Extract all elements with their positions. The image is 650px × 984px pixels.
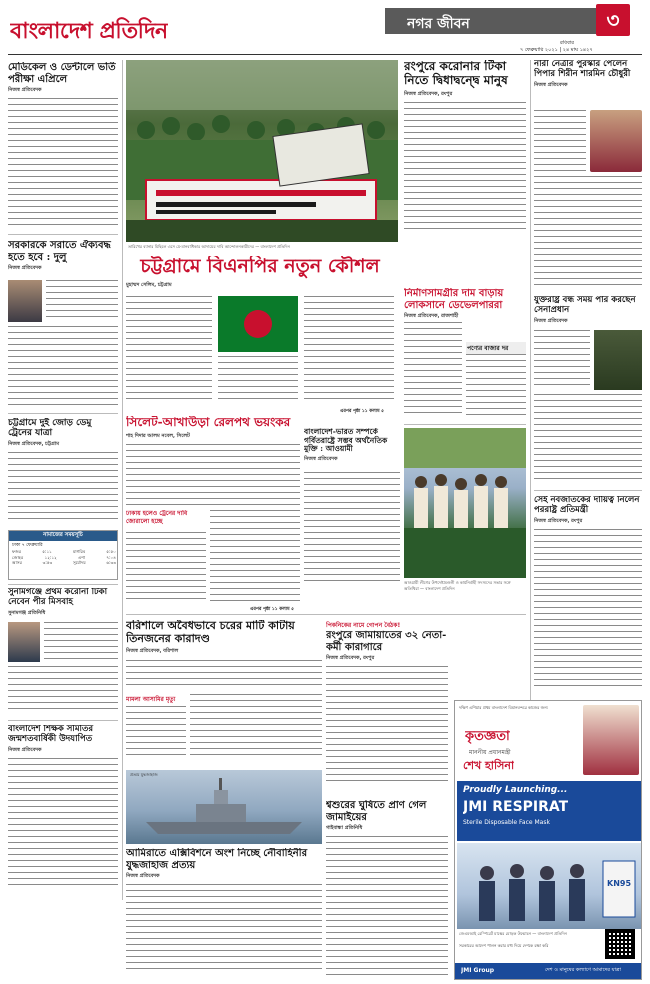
jump-line-bnp: এরপর পৃষ্ঠা ১১ কলাম ৫	[340, 409, 385, 414]
body-text	[46, 280, 118, 322]
prayer-name: সূর্যোদয়	[72, 560, 86, 565]
ad-note: সরকারের আদেশ পালন করার মধ্য দিয়ে দেশকে রক্ষা করি	[459, 943, 549, 948]
headline: চট্টগ্রামে দুই জোড় ডেমু ট্রেনের যাত্রা	[8, 418, 92, 439]
barishal-subhead: মামলা আসামির মৃত্যু	[126, 696, 176, 703]
story-navy	[126, 848, 322, 982]
awami-illustration	[404, 428, 526, 578]
body-text	[8, 666, 118, 714]
party-flag-image	[218, 296, 298, 352]
ad-product: Sterile Disposable Face Mask	[463, 819, 550, 826]
byline: নিজস্ব প্রতিবেদক	[534, 81, 568, 88]
ad-footer	[455, 963, 641, 979]
headline: বাংলাদেশ-ভারত সম্পর্কে গর্বিতরাষ্ট্রে সম্ভব অর্থনৈতিক মুক্তি : আওয়ামী	[304, 428, 388, 454]
ship-illustration	[126, 770, 322, 844]
ad-caption: জেএমআই রেস্পিরেট মাস্কের মোড়ক উন্মোচন — বাংলাদেশ প্রতিদিন	[459, 931, 567, 936]
headline: সুনামগঞ্জে প্রথম করোনা টিকা নেবেন পীর মিসবাহ	[8, 588, 108, 607]
rally-caption: তারিখের ব্যানার মিছিলে এসে যে-মানবাধিকার আদায়ের দাবি আন্দোলনকারীদের — বাংলাদেশ প্রতিদিন	[128, 244, 290, 249]
prayer-time: ৩:৫৩	[42, 560, 53, 565]
portrait-photo	[594, 330, 642, 390]
mask-launch-photo	[457, 843, 641, 929]
portrait-photo	[590, 110, 642, 172]
body-text	[126, 444, 300, 506]
jmi-advertisement[interactable]	[454, 700, 642, 980]
ad-pm-name: শেখ হাসিনা	[463, 759, 515, 772]
prayer-subtitle: ঢাকা ৭ ফেব্রুয়ারি	[12, 543, 43, 548]
body-text	[8, 452, 118, 524]
body-text	[304, 472, 400, 582]
headline: রংপুরে করোনার টিকা নিতে দ্বিধাদ্বন্দ্বে মানুষ	[404, 60, 508, 87]
story-demu	[8, 418, 118, 528]
byline: নিজস্ব প্রতিবেদক	[8, 746, 42, 753]
body-text	[126, 296, 212, 402]
awami-meeting-photo	[404, 428, 526, 578]
story-awami	[304, 428, 526, 608]
rally-photo	[126, 60, 398, 242]
body-text	[404, 102, 526, 232]
byline: নিজস্ব প্রতিবেদক, রংপুর	[404, 90, 453, 97]
byline: নিজস্ব প্রতিবেদক	[8, 87, 42, 93]
byline: শাহ দিদার আলম নবেল, সিলেট	[126, 432, 190, 439]
masthead	[0, 0, 650, 55]
byline: সুনামগঞ্জ প্রতিনিধি	[8, 609, 46, 616]
body-text	[534, 110, 586, 172]
headline: বাংলাদেশ শিক্ষক সমিতির জন্মশতবার্ষিকী উদযাপিত	[8, 725, 94, 744]
story-bnp-ctg	[126, 256, 394, 406]
story-sylhet-rail	[126, 416, 300, 606]
body-text	[404, 322, 462, 418]
prayer-time: ১২:১২	[44, 554, 57, 560]
prayer-name: আসর	[12, 560, 22, 565]
prayer-time: ৭:০৪	[106, 554, 116, 560]
story-usa	[534, 296, 642, 486]
ad-kritognota: কৃতজ্ঞতা	[465, 729, 510, 744]
body-text	[304, 296, 394, 402]
byline: নিজস্ব প্রতিবেদক	[8, 265, 42, 271]
story-barishal	[126, 620, 322, 760]
headline: রংপুরে জামায়াতের ৩২ নেতা-কর্মী কারাগারে	[326, 630, 447, 653]
pickup-kicker: পিকনিকের নামে গোপন বৈঠক!	[326, 622, 401, 629]
story-rangpur-32	[326, 620, 448, 796]
headline: সরকারকে সরাতে ঐক্যবদ্ধ হতে হবে : দুলু	[8, 240, 111, 263]
body-text	[326, 666, 448, 782]
body-text	[126, 660, 322, 690]
prayer-name: ফজর	[12, 549, 22, 554]
market-kicker: পণ্যের বাজার দর	[466, 342, 526, 355]
portrait-photo	[8, 622, 40, 662]
headline: সেই নবজাতকের দায়িত্ব নিলেন পররাষ্ট্র প্রতিমন্ত্রী	[534, 496, 640, 515]
qr-code-icon	[605, 929, 635, 959]
body-text	[126, 884, 322, 974]
headline: বরিশালে অবৈধভাবে চরের মাটি কাটায় তিনজনের কারাদণ্ড	[126, 620, 295, 645]
story-rangpur-vaccine	[404, 60, 526, 240]
story-bride	[326, 800, 448, 980]
byline: নিজস্ব প্রতিবেদক, রাজশাহী	[404, 313, 459, 319]
byline: মুহাম্মদ সেলিম, চট্টগ্রাম	[126, 281, 172, 288]
ad-footer-text: দেশ ও মানুষের কল্যাণে আমাদের যাত্রা	[545, 967, 622, 973]
body-text	[218, 356, 298, 402]
newspaper-logo: বাংলাদেশ প্রতিদিন	[10, 18, 168, 44]
body-text	[466, 354, 526, 418]
byline: নিজস্ব প্রতিবেদক, রংপুর	[326, 655, 375, 661]
prayer-name: মাগরিব	[73, 549, 86, 554]
story-teachers	[8, 725, 118, 900]
ship-photo	[126, 770, 322, 844]
headline: আমিরাতে এক্সিবিশনে অংশ নিচ্ছে নৌবাহিনীর যুদ্ধজাহাজ প্রত্যয়	[126, 848, 308, 871]
jump-line-sylhet: এরপর পৃষ্ঠা ১১ কলাম ৫	[250, 607, 295, 612]
date-line: ৭ ফেব্রুয়ারি ২০২১ | ২৪ মাঘ ১৪২৭	[520, 47, 593, 53]
prayer-time: ৫:১১	[42, 549, 52, 554]
rally-illustration	[126, 60, 398, 242]
prayer-time: ৫:৫০	[106, 549, 116, 554]
prayer-time: ৬:৩৩	[106, 560, 116, 565]
ad-brand: JMI RESPIRAT	[463, 799, 569, 815]
headline: নির্মাণসামগ্রীর দাম বাড়ায় লোকসানে ডেভেলপাররা	[404, 288, 504, 311]
ad-banner	[457, 781, 641, 841]
byline: নিজস্ব প্রতিবেদক, চট্টগ্রাম	[8, 440, 59, 447]
section-title: নগর জীবন	[407, 16, 470, 32]
prayer-times-box	[8, 530, 118, 580]
prayer-title: নামাজের সময়সূচি	[9, 531, 117, 541]
ship-caption: প্রত্যয় যুদ্ধজাহাজ	[130, 772, 158, 777]
headline: নারী নেত্রীর পুরস্কার পেলেন পিপার শিরীন শারমিন চৌধুরী	[534, 60, 631, 79]
headline: সিলেট-আখাউড়া রেলপথ ভয়ংকর	[126, 416, 291, 429]
body-text	[190, 694, 322, 756]
body-text	[534, 394, 642, 484]
headline: মেডিকেল ও ডেন্টালে ভর্তি পরীক্ষা এপ্রিলে	[8, 62, 116, 85]
byline: নিজস্ব প্রতিবেদক	[534, 317, 568, 324]
page-number: ৩	[596, 4, 630, 36]
story-minister	[534, 496, 642, 696]
byline: গাইবান্ধা প্রতিনিধি	[326, 825, 363, 831]
body-text	[126, 706, 186, 756]
body-text	[210, 510, 300, 602]
story-construction	[404, 288, 526, 420]
headline: শ্বশুরের ঘুষিতে প্রাণ গেল জামাইয়ের	[326, 800, 427, 823]
byline: নিজস্ব প্রতিবেদক, রংপুর	[534, 517, 583, 524]
kn95-badge: KN95	[607, 879, 632, 888]
body-text	[534, 176, 642, 288]
byline: নিজস্ব প্রতিবেদক	[126, 873, 160, 879]
prayer-name: এশা	[78, 554, 86, 560]
ad-honour: মাননীয় প্রধানমন্ত্রী	[469, 749, 511, 756]
story-dulu	[8, 240, 118, 410]
body-text	[326, 836, 448, 976]
body-text	[8, 326, 118, 406]
story-sunamganj	[8, 588, 118, 718]
story-medical	[8, 62, 118, 232]
pm-photo	[583, 705, 639, 775]
byline: নিজস্ব প্রতিবেদক	[304, 455, 338, 462]
portrait-photo	[8, 280, 42, 322]
body-text	[534, 330, 590, 390]
story-women-award	[534, 60, 642, 292]
ad-company: JMI Group	[461, 967, 495, 974]
byline: নিজস্ব প্রতিবেদক, বরিশাল	[126, 648, 179, 655]
headline: চট্টগ্রামে বিএনপির নতুন কৌশল	[140, 256, 380, 277]
sylhet-subhead: ঢাকায় হলেও ট্রেনের দাবি জোরালো হচ্ছে	[126, 510, 188, 525]
awami-caption: আওয়ামী লীগের উপদেষ্টামণ্ডলী ও কার্যনির্বাহী সদস্যদের সভার সঙ্গে অতিথিরা — বাংলাদেশ প্রতিদিন	[404, 580, 511, 591]
ad-top-text: দক্ষিণ এশিয়ার প্রথম বাংলাদেশ বিমানবন্দরে কাজের জন্য	[459, 705, 548, 710]
day: রবিবার	[560, 40, 574, 46]
body-text	[8, 98, 118, 226]
prayer-list	[12, 549, 116, 566]
headline: যুক্তরাষ্ট্র বন্ধ সময় পার করছেন সেনাপ্রধান	[534, 296, 636, 315]
prayer-name: জোহর	[12, 554, 24, 560]
ad-launch: Proudly Launching...	[463, 785, 568, 795]
body-text	[8, 758, 118, 888]
section-bar	[385, 8, 620, 34]
body-text	[534, 529, 642, 691]
body-text	[44, 622, 118, 662]
body-text	[126, 532, 206, 602]
